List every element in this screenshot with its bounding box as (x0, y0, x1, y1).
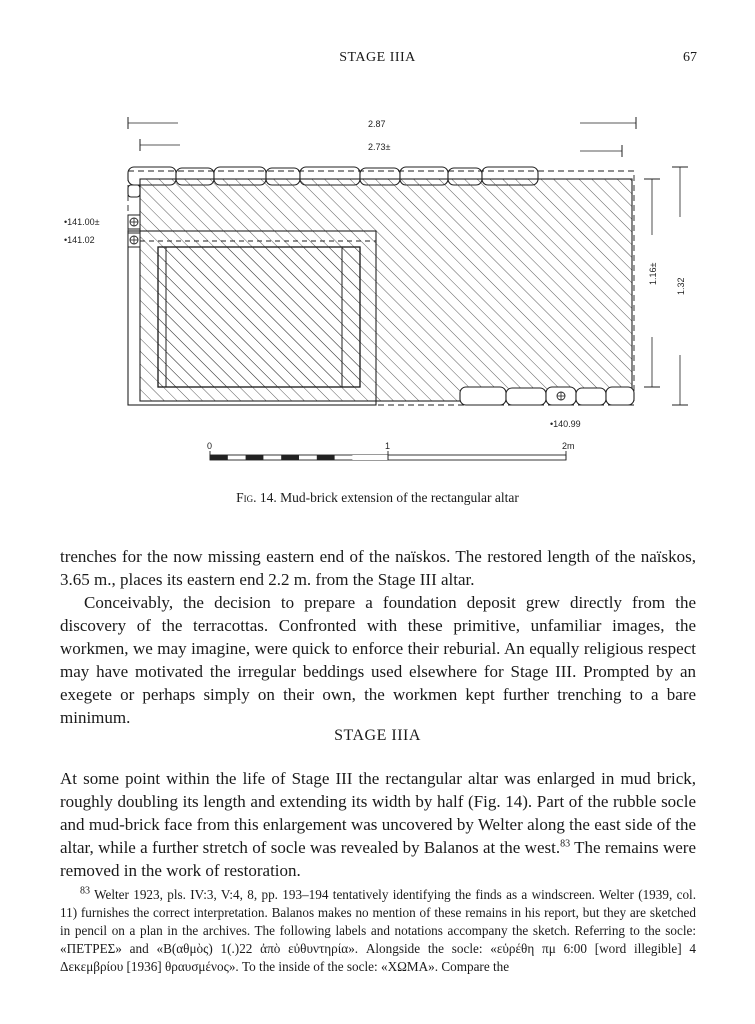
figure-altar-plan (64, 105, 686, 470)
label-dim-top-outer: 2.87 (368, 119, 386, 129)
scale-bar (207, 441, 575, 460)
scale-label-1: 1 (385, 441, 391, 451)
paragraph-3-tail: The remains were removed in the work of restoration. (60, 838, 696, 880)
label-level-bottom-right: •140.99 (550, 419, 581, 429)
footnote-ref-83[interactable]: 83 (560, 838, 571, 850)
paragraph-2: Conceivably, the decision to prepare a foundation deposit grew directly from the discovery of the terracottas. Confronted with these primitive, unfamiliar images, the workmen, we may imagine, were quick to enforce their reburial. An equally religious respect may have motivated the irregular beddings used elsewhere for Stage III. Prompted by an exegete or perhaps simply on their own, the workmen kept further trenching to a bare minimum. (60, 593, 696, 727)
caption-label: Fig. 14. (236, 490, 277, 505)
paragraph-3-text: At some point within the life of Stage III the rectangular altar was enlarged in mud brick, roughly doubling its length and extending its width by half (Fig. 14). Part of the rubble socle and mud-brick face from this enlargement was uncovered by Welter along the east side of the altar, while a further stretch of socle was revealed by Balanos at the west. (60, 769, 696, 857)
socle-stones-bottom (460, 387, 634, 405)
paragraph-3 (60, 767, 696, 882)
label-dim-top-inner: 2.73± (368, 142, 391, 152)
label-level-left-upper: •141.00± (64, 217, 100, 227)
running-title: STAGE IIIA (339, 50, 416, 65)
section-heading: STAGE IIIA (334, 727, 421, 744)
caption-text: Mud-brick extension of the rectangular altar (280, 490, 519, 505)
scale-label-0: 0 (207, 441, 213, 451)
original-altar-core (158, 247, 360, 387)
scale-label-2m: 2m (562, 441, 575, 451)
footnote-83 (60, 886, 696, 976)
paragraph-1: trenches for the now missing eastern end of the naïskos. The restored length of the naïskos, 3.65 m., places its eastern end 2.2 m. from the Stage III altar. (60, 547, 696, 589)
figure-caption (0, 490, 755, 506)
footnote-text: Welter 1923, pls. IV:3, V:4, 8, pp. 193–194 tentatively identifying the finds as a windscreen. Welter (1939, col. 11) furnishes the correct interpretation. Balanos makes no mention of these remains in his report, but they are sketched in pencil on a plan in the archives. The following labels and notations accompany the sketch. Referring to the socle: «ΠΕΤΡΕΣ» and «Β(αθμὸς) 1(.)22 ἀπὸ εὐθυντηρία». Alongside the socle: «εὑρέθη πμ 6:00 [word illegible] 4 Δεκεμβρίου [1936] θραυσμένος». To the inside of the socle: «ΧΩΜΑ». Compare the (60, 887, 696, 974)
dimension-top-inner (140, 139, 622, 157)
dimension-right-outer (672, 167, 688, 405)
page-number: 67 (683, 50, 697, 65)
label-dim-right-inner: 1.16± (648, 262, 658, 285)
running-head (0, 50, 755, 70)
label-level-left-lower: •141.02 (64, 235, 95, 245)
altar-plan-drawing (64, 105, 686, 470)
dimension-top-outer (128, 117, 636, 129)
footnote-number: 83 (80, 885, 90, 897)
dimension-right-inner (644, 179, 660, 387)
label-dim-right-outer: 1.32 (676, 277, 686, 295)
